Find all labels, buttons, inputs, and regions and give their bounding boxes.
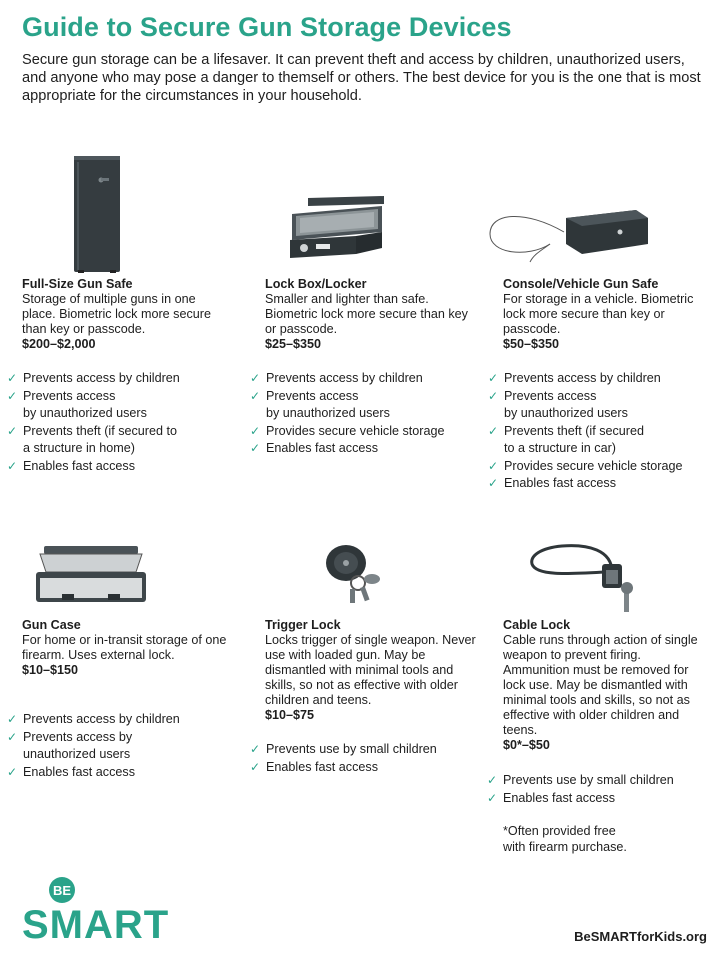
- check-icon: ✓: [488, 388, 499, 403]
- intro-paragraph: Secure gun storage can be a lifesaver. It can prevent theft and access by children, unauthorized users, and anyone who may pose a danger to themself or others. The best device for you is the one that is most appropriate for the circumstances in your household.: [22, 52, 701, 104]
- benefit-list: [250, 741, 475, 776]
- check-icon: ✓: [250, 441, 261, 455]
- svg-text:BE: BE: [52, 883, 72, 898]
- check-icon: ✓: [7, 729, 18, 744]
- footnote: *Often provided free with firearm purchase.: [503, 824, 627, 854]
- device-description: Storage of multiple guns in one place. Biometric lock more secure than key or passcode.: [22, 292, 211, 336]
- benefit-item: ✓ Provides secure vehicle storage: [488, 458, 713, 476]
- benefit-item: ✓ Enables fast access: [250, 759, 475, 777]
- check-icon: ✓: [250, 759, 261, 774]
- device-name: Gun Case: [22, 618, 81, 632]
- benefit-item: ✓ Prevents access by children: [250, 370, 475, 388]
- benefit-item: ✓ Prevents access by children: [488, 370, 713, 388]
- benefit-list: [250, 370, 475, 458]
- device-description: For home or in-transit storage of one firearm. Uses external lock.: [22, 633, 227, 662]
- check-icon: ✓: [250, 388, 261, 403]
- device-price: $0*–$50: [503, 738, 550, 752]
- check-icon: ✓: [488, 476, 499, 490]
- check-icon: ✓: [7, 458, 18, 473]
- check-icon: ✓: [7, 712, 18, 726]
- device-card-gun-safe: [22, 277, 232, 352]
- check-icon: ✓: [487, 790, 498, 805]
- device-name: Console/Vehicle Gun Safe: [503, 277, 659, 291]
- cable-lock-icon: [528, 542, 646, 618]
- check-icon: ✓: [250, 371, 261, 385]
- lock-box-icon: [286, 192, 388, 260]
- svg-text:SMART: SMART: [22, 903, 170, 947]
- benefit-list: [487, 772, 712, 807]
- besmart-logo-graphic: [22, 876, 170, 947]
- check-icon: ✓: [250, 742, 261, 756]
- device-description: Cable runs through action of single weapon to prevent firing. Ammunition must be removed for lock use. May be dismantled with minimal tools and skills, so not as effective with older children and teens.: [503, 633, 698, 737]
- device-price: $200–$2,000: [22, 337, 96, 351]
- website-url: BeSMARTforKids.org: [574, 929, 707, 944]
- benefit-list: [7, 370, 227, 475]
- benefit-list: [488, 370, 713, 493]
- device-card-cable-lock: [503, 618, 708, 753]
- benefit-item: ✓ Provides secure vehicle storage: [250, 423, 475, 441]
- device-card-lock-box: [265, 277, 475, 352]
- device-card-gun-case: [22, 618, 232, 678]
- check-icon: ✓: [7, 423, 18, 438]
- benefit-item: ✓ Prevents theft (if secured to a structure in car): [488, 423, 644, 455]
- device-description: Smaller and lighter than safe. Biometric lock more secure than key or passcode.: [265, 292, 468, 336]
- benefit-item: ✓ Prevents access by unauthorized users: [250, 388, 390, 420]
- benefit-item: ✓ Prevents theft (if secured to a structure in home): [7, 423, 177, 455]
- vehicle-safe-icon: [486, 204, 652, 264]
- device-description: Locks trigger of single weapon. Never use with loaded gun. May be dismantled with minimal tools and skills, so not as effective with older children and teens.: [265, 633, 476, 707]
- check-icon: ✓: [7, 371, 18, 385]
- check-icon: ✓: [488, 371, 499, 385]
- gun-case-icon: [32, 544, 150, 606]
- check-icon: ✓: [7, 764, 18, 779]
- check-icon: ✓: [488, 423, 499, 438]
- device-price: $10–$75: [265, 708, 315, 722]
- benefit-item: ✓ Prevents use by small children: [487, 772, 712, 790]
- device-name: Trigger Lock: [265, 618, 341, 632]
- benefit-item: ✓ Enables fast access: [250, 440, 475, 458]
- benefit-item: ✓ Prevents access by unauthorized users: [488, 388, 628, 420]
- device-name: Lock Box/Locker: [265, 277, 367, 291]
- benefit-item: ✓ Prevents access by unauthorized users: [7, 388, 147, 420]
- benefit-item: ✓ Prevents use by small children: [250, 741, 475, 759]
- benefit-item: ✓ Prevents access by children: [7, 711, 227, 729]
- benefit-item: ✓ Enables fast access: [7, 458, 227, 476]
- device-card-trigger-lock: [265, 618, 480, 723]
- besmart-logo: [22, 876, 170, 947]
- device-name: Full-Size Gun Safe: [22, 277, 133, 291]
- check-icon: ✓: [7, 388, 18, 403]
- benefit-item: ✓ Enables fast access: [7, 764, 227, 782]
- check-icon: ✓: [250, 423, 261, 438]
- check-icon: ✓: [488, 458, 499, 473]
- check-icon: ✓: [487, 773, 498, 787]
- benefit-item: ✓ Prevents access by children: [7, 370, 227, 388]
- device-price: $25–$350: [265, 337, 322, 351]
- device-card-vehicle-safe: [503, 277, 703, 352]
- benefit-item: ✓ Prevents access by unauthorized users: [7, 729, 133, 761]
- device-description: For storage in a vehicle. Biometric lock more secure than key or passcode.: [503, 292, 694, 336]
- page-title: Guide to Secure Gun Storage Devices: [22, 12, 512, 42]
- device-price: $10–$150: [22, 663, 79, 677]
- benefit-item: ✓ Enables fast access: [487, 790, 712, 808]
- trigger-lock-icon: [322, 543, 388, 607]
- gun-safe-icon: [72, 152, 122, 274]
- benefit-list: [7, 711, 227, 781]
- device-name: Cable Lock: [503, 618, 571, 632]
- benefit-item: ✓ Enables fast access: [488, 475, 713, 493]
- device-price: $50–$350: [503, 337, 560, 351]
